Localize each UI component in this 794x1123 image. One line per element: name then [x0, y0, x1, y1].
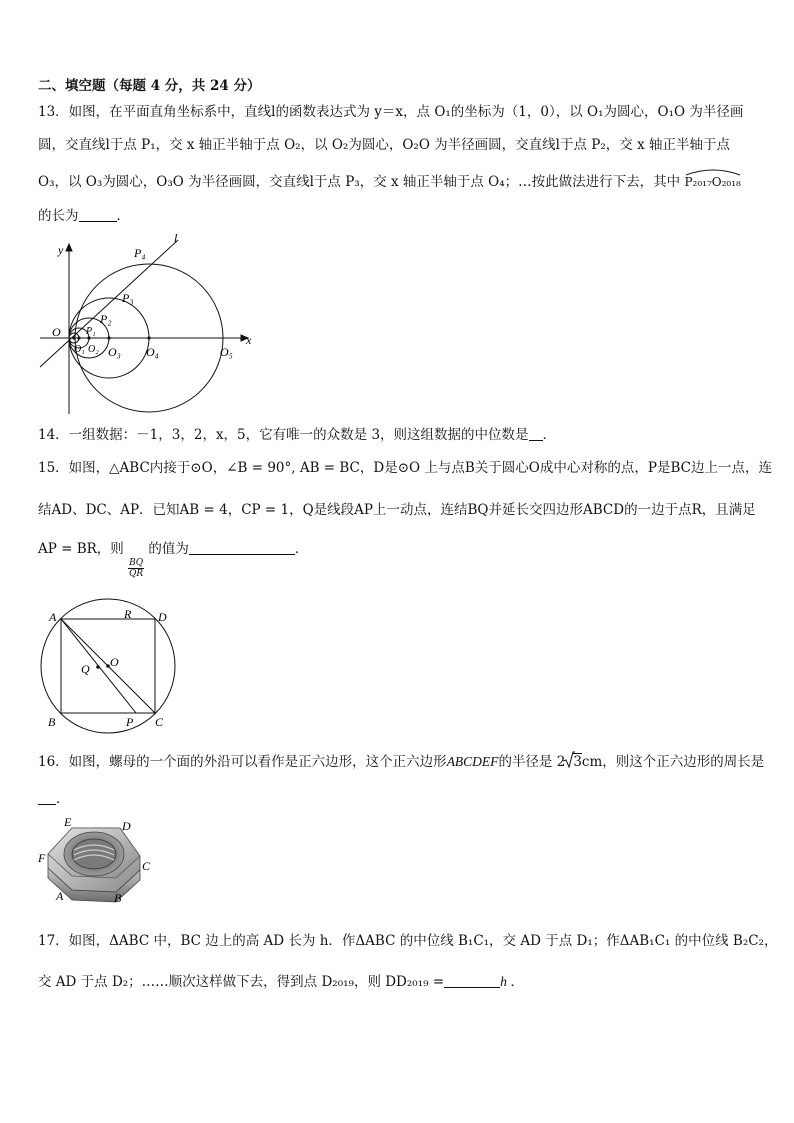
fig-label-r: R [124, 607, 132, 621]
fig-label-o: O [110, 655, 119, 669]
section-title: 二、填空题（每题 4 分，共 24 分） [38, 78, 261, 94]
fig-label-o5: O₅ [220, 345, 233, 359]
fig-label-c: C [155, 715, 164, 729]
fig-label-x: x [246, 333, 252, 347]
fig-label-p3: P₃ [122, 291, 134, 305]
q14-line: 14．一组数据：－1，3，2，x，5，它有唯一的众数是 3，则这组数据的中位数是 ． [38, 427, 557, 443]
fig-label-b: B [114, 891, 122, 905]
q15-line2: 结AD、DC、AP．已知AB = 4，CP = 1，Q是线段AP上一动点，连结BQ并延长交四边形ABCD的一边于点R，且满足 [38, 502, 756, 518]
q17-line2: 交 AD 于点 D₂；……顺次这样做下去，得到点 D₂₀₁₉，则 DD₂₀₁₉ = h ． [38, 974, 524, 990]
answer-blank [79, 209, 117, 222]
q13-line1: 13．如图，在平面直角坐标系中，直线l的函数表达式为 y＝x，点 O₁的坐标为（1，0），以 O₁为圆心，O₁O 为半径画 [38, 104, 744, 120]
fig-label-p1: P₁ [86, 326, 96, 337]
fig-label-c: C [142, 859, 151, 873]
fig-label-e: E [64, 815, 72, 829]
fig-label-y: y [58, 243, 64, 257]
q13-line3-text: O₃，以 O₃为圆心，O₃O 为半径画圆，交直线l于点 P₃，交 x 轴正半轴于点 O₄；…按此做法进行下去，其中 [38, 174, 681, 190]
q15-line1: 15．如图，△ABC内接于⊙O，∠B = 90°, AB = BC，D是⊙O 上与点B关于圆心O成中心对称的点，P是BC边上一点，连 [38, 460, 772, 476]
fig-label-a: A [49, 610, 57, 624]
fig-label-q: Q [81, 662, 90, 676]
fig-label-d: D [158, 610, 167, 624]
fig-label-b: B [48, 715, 56, 729]
fig-label-o2: O₂ [88, 344, 99, 355]
sqrt-expression: 3 [565, 754, 582, 770]
fig-label-l: l [174, 232, 178, 245]
answer-blank [38, 792, 56, 805]
fig-label-f: F [38, 851, 46, 865]
q16-line2: ． [38, 791, 70, 807]
answer-blank [189, 542, 295, 555]
fig-label-p4: P₄ [134, 246, 146, 260]
q13-line4: 的长为 ． [38, 208, 130, 224]
radical-icon [563, 751, 575, 769]
fig-label-p: P [126, 715, 134, 729]
q15-fraction: $\frac{BQ}{QR}$ [129, 558, 144, 579]
q13-figure [38, 232, 270, 418]
arc-mark-icon [684, 168, 742, 176]
q17-line1: 17．如图，ΔABC 中，BC 边上的高 AD 长为 h．作ΔABC 的中位线 B₁C₁，交 AD 于点 D₁；作ΔAB₁C₁ 的中位线 B₂C₂， [38, 933, 778, 949]
q13-arc-label: P₂₀₁₇O₂₀₁₈ [684, 174, 740, 190]
q15-figure [38, 598, 184, 738]
fig-label-d: D [122, 819, 131, 833]
q16-line1: 16．如图，螺母的一个面的外沿可以看作是正六边形，这个正六边形ABCDEF的半径是 2 3cm，则这个正六边形的周长是 [38, 754, 764, 770]
fig-label-o3: O₃ [108, 345, 121, 359]
q13-line2: 圆，交直线l于点 P₁，交 x 轴正半轴于点 O₂，以 O₂为圆心，O₂O 为半径画圆，交直线l于点 P₂，交 x 轴正半轴于点 [38, 137, 730, 153]
q13-line3 [38, 174, 741, 190]
answer-blank [529, 428, 543, 441]
fig-label-origin: O [52, 325, 61, 339]
q15-line3: AP = BR，则 $\frac{BQ}{QR}$ 的值为 ． [38, 541, 309, 579]
q16-hex-nut-figure [36, 814, 160, 910]
fig-label-p2: P₂ [100, 312, 112, 326]
fig-label-a: A [56, 889, 64, 903]
fig-label-o4: O₄ [146, 345, 159, 359]
answer-blank [444, 975, 500, 988]
fig-label-o1: O₁ [74, 344, 85, 355]
